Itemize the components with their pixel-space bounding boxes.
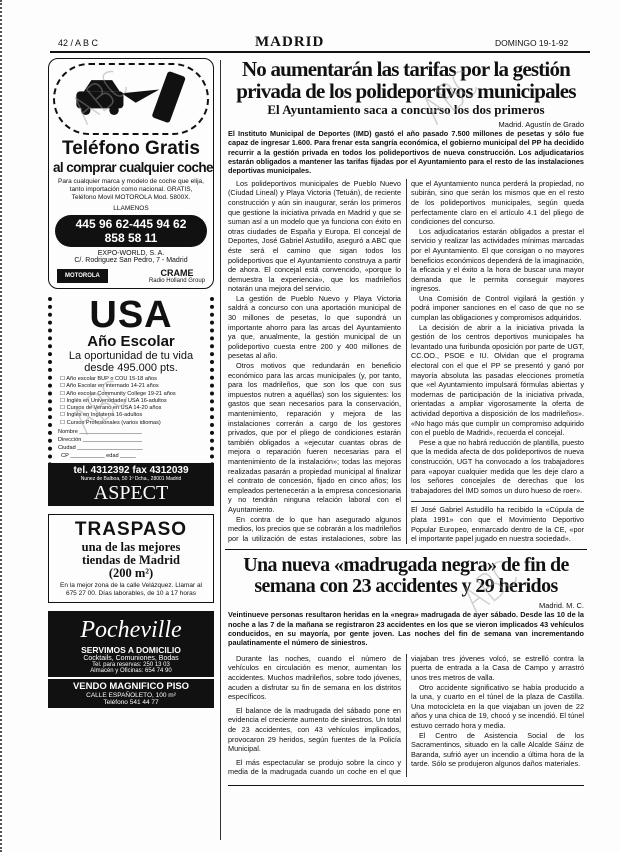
ad-vendo-piso — [48, 679, 214, 708]
ad-line: tiendas de Madrid — [82, 553, 180, 568]
byline: Madrid. M. C. — [538, 601, 584, 611]
section-title: MADRID — [255, 34, 325, 50]
ad-telefono-gratis — [48, 58, 214, 289]
phone-number-2: 858 58 11 — [104, 231, 158, 245]
ad-line: Cocktails, Comuniones, Bodas — [83, 655, 179, 663]
paragraph: Los adjudicatarios estarán obligados a prestar el servicio y realizar las actividades mínimas marcadas por el Ayuntamiento. El que consigan o no mayores beneficios económicos dependerá de la imaginación, la eficacia y el éxito a la hora de buscar una mayor demanda que le permita conseguir mayores ingresos. — [411, 226, 584, 294]
form-field-cp-edad[interactable]: CP ___________ edad _____ — [61, 453, 136, 460]
lede: El Instituto Municipal de Deportes (IMD) gastó el año pasado 7.500 millones de pesetas y sólo fue capaz de ingresar 1.600. Para frenar esta sangría económica, el gobierno municipal del PP ha decidido recurrir a la gestión privada en todos los polideportivos de nueva construcción. Los adjudicatarios estarán obligados a mantener las tarifas fijadas por el Ayuntamiento para el resto de las instalaciones deportivas municipales. — [228, 128, 584, 176]
options-list — [60, 376, 210, 427]
option[interactable]: ☐ Año Escolar en internado 14-21 años — [60, 383, 159, 390]
header-rule — [50, 51, 590, 53]
lede: Veintinueve personas resultaron heridas en la «negra» madrugada de ayer sábado. Desde las 10 de la noche a las 7 de la mañana se registraron 23 accidentes en los que se vieron implicados 43 vehículos conducidos, en su mayoría, por gente joven. Las noches del fin de semana van incrementando paulatinamente el número de siniestros. — [228, 610, 584, 648]
paragraph: El balance de la madrugada del sábado pone en evidencia el creciente aumento de siniestros. Un total de 23 accidentes, con 43 vehículos implicados, provocaron 29 heridos, según fuentes de la Policía Municipal. — [228, 705, 401, 754]
ad-tagline: La oportunidad de tu vida — [68, 350, 194, 362]
ad-title: VENDO MAGNIFICO PISO — [72, 681, 190, 693]
footer-rule — [228, 785, 584, 786]
column-divider — [220, 60, 221, 840]
crame-logo: CRAME — [160, 268, 194, 278]
paragraph: Una Comisión de Control vigilará la gestión y podrá imponer sanciones en el caso de que no se cumplan las obligaciones y compromisos adquiridos. — [411, 293, 584, 323]
option[interactable]: ☐ Inglés en Universidades USA 16-adultos — [60, 397, 167, 404]
paragraph: Otro accidente significativo se había producido a la una, y cuarto en el túnel de la plaza de Castilla. Una motocicleta en la que viajaban un joven de 22 años y una chica de 19, chocó y se incendió. El túnel estuvo cerrado hora y media. — [411, 682, 584, 731]
option[interactable]: ☐ Año escolar Community College 19-21 años — [60, 390, 176, 397]
option[interactable]: ☐ Inglés en Inglaterra 16-adultos — [60, 412, 143, 419]
phone-numbers: 445 96 62-445 94 62 — [75, 217, 187, 231]
paragraph: Pese a que no habrá reducción de plantilla, puesto que la medida afecta de dos polideportivos de nueva construcción, UGT ha convocado a los trabajadores para «apoyar cualquier medida que les deje claro a los señores concejales de derechas que los trabajadores del IMD somos un duro hueso de roer». — [411, 437, 584, 495]
motorola-logo: MOTOROLA — [57, 269, 108, 283]
option[interactable]: ☐ Cursos de Verano en USA 14-20 años — [60, 405, 162, 412]
form-field-ciudad[interactable]: Ciudad _____________________ — [58, 445, 143, 452]
ad-line: Almacén y Oficinas: 654 74 90 — [90, 668, 172, 675]
ad-traspaso — [48, 514, 214, 603]
headline: No aumentarán las tarifas por la gestión privada de los polideportivos municipales — [236, 57, 576, 104]
page-number: 42 / A B C — [58, 38, 99, 48]
form-field-direccion[interactable]: Dirección ___________________ — [58, 437, 142, 444]
ads-column — [48, 58, 214, 708]
headline: Una nueva «madrugada negra» de fin de semana con 23 accidentes y 29 heridos — [243, 554, 569, 598]
paragraph: En contra de lo que han asegurado algunos medios, los precios que se cobrarán a los madrileños por la utilización de estas instalaciones, sobre las que el Ayuntamiento nunca perderá la propiedad, no subirán, sino que serán los mismos que en el resto de los polideportivos municipales, según queda perfectamente claro en el artículo 4.1 del pliego de condiciones del concurso. — [228, 178, 584, 543]
ad-text: En la mejor zona de la calle Velázquez. Llamar al 675 27 00. Días laborables, de 10 a 17 horas — [60, 582, 202, 598]
crame-sub: Radio Holland Group — [148, 278, 205, 284]
byline: Madrid. Agustín de Grado — [498, 119, 584, 129]
paragraph: Durante las noches, cuando el número de vehículos en circulación es menor, aumentan los accidentes. Muchos madrileños, sobre todo jóvenes, acuden a disfrutar su fin de semana en los distritos específicos. — [228, 653, 401, 702]
ad-line: Teléfono 541 44 77 — [103, 699, 159, 707]
option[interactable]: ☐ Año escolar BUP o COU 15-18 años — [60, 376, 157, 382]
ad-line: SERVIMOS A DOMICILIO — [81, 645, 181, 656]
note: El Centro de Asistencia Social de los Sacramentinos, situado en la calle Alcalde Sáinz de Baranda, sufrió ayer un incendio a última hora de la tarde. Sólo se produjeron algunos daños materiales. — [411, 730, 584, 769]
note: El José Gabriel Astudillo ha recibido la «Cúpula de plata 1991» con que el Movimiento Deportivo Popular Europeo, enmarcado dentro de la CE, «por el importante papel jugado en nuestra sociedad». — [411, 501, 584, 543]
issue-date: DOMINGO 19-1-92 — [495, 38, 569, 48]
paragraph: La decisión de abrir a la iniciativa privada la gestión de los centros deportivos municipales ha levantado una furibunda oposición por parte de UGT, CC.OO., PSOE e IU. Olvidan que el programa electoral con el que el PP se presentó y ganó por mayoría absoluta las pasadas elecciones prometía que «el Ayuntamiento impulsará fórmulas abiertas y modernas de participación de la iniciativa privada, orientadas a ampliar vigorosamente la oferta de actividad deportiva a disposición de los madrileños». «No hago más que cumplir un compromiso adquirido con el pueblo de Madrid», recuerda el concejal. — [411, 322, 584, 438]
ad-title: Año Escolar — [87, 333, 175, 350]
article-polideportivos — [228, 58, 584, 544]
ad-line: Tel. para reservas: 250 13 03 — [92, 662, 170, 669]
usa-logo: USA — [89, 294, 173, 336]
ad-price: desde 495.000 pts. — [84, 362, 178, 374]
paragraph: Los polideportivos municipales de Pueblo Nuevo (Ciudad Lineal) y Playa Victoria (Tetuán), de reciente construcción y aún sin inaugurar, serán los primeros que gestione la iniciativa privada en Madrid y que se suman así a un modelo que ya funciona con éxito en otras ciudades de España y Europa. El concejal de Deportes, José Gabriel Astudillo, aseguró a ABC que éste será el camino que sigan todos los polideportivos que el Ayuntamiento construya a partir de ahora. El concejal está convencido, «porque lo demuestra la experiencia», que los madrileños notarán una mejora del servicio. — [228, 178, 401, 294]
ad-address: C/. Rodriguez San Pedro, 7 - Madrid — [74, 257, 188, 264]
ad-phones — [55, 215, 207, 247]
ad-pocheville — [48, 611, 214, 677]
article-divider — [225, 549, 587, 551]
ad-company: EXPO-WORLD, S. A. — [97, 250, 165, 257]
ad-usa-ano-escolar — [48, 294, 214, 506]
car-phone-illustration — [53, 63, 209, 135]
ad-line: (200 m²) — [108, 566, 154, 581]
form-field-nombre[interactable]: Nombre ____________________ — [58, 429, 142, 436]
article-madrugada-negra — [228, 555, 584, 777]
ad-line: CALLE ESPAÑOLETO, 100 m² — [86, 692, 176, 700]
ad-cta: LLAMENOS — [113, 205, 149, 212]
ad-subtitle: al comprar cualquier coche — [53, 160, 213, 175]
ad-title: Teléfono Gratis — [62, 138, 200, 159]
ad-line: una de las mejores — [81, 540, 181, 555]
ad-text: Para cualquier marca y modelo de coche que elija, tanto importación como nacional. GRATIS, Teléfono Movil MOTOROLA Mod. 5800X. — [58, 178, 204, 201]
articles-column — [228, 58, 584, 786]
ad-contact: tel. 4312392 fax 4312039 — [73, 465, 189, 477]
option[interactable]: ☐ Cursos Profesionales (varios idiomas) — [60, 419, 161, 426]
paragraph: La gestión de Pueblo Nuevo y Playa Victoria saldrá a concurso con una aportación municipal de 30 millones de pesetas, lo que supondrá un importante ahorro para las arcas del Ayuntamiento ya que, anualmente, la gestión municipal de un polideportivo cuesta entre 200 y 400 millones de pesetas al año. — [228, 293, 401, 361]
subheadline: El Ayuntamiento saca a concurso los dos primeros — [267, 102, 545, 118]
pocheville-logo: Pocheville — [80, 617, 182, 644]
scan-edge — [0, 0, 4, 852]
paragraph: El más espectacular se produjo sobre la cinco y media de la madrugada cuando un coche en el que viajaban tres jóvenes volcó, se estrelló contra la puerta de entrada a la Casa de Campo y arrastró unos tres metros de valla. — [228, 653, 584, 777]
car-icon — [61, 65, 201, 131]
ad-title: TRASPASO — [74, 519, 188, 541]
aspect-logo: ASPECT — [93, 482, 169, 505]
paragraph: Otros motivos que redundarán en beneficio económico para las arcas municipales (y, por tanto, para los madrileños, que son los que con sus impuestos nutren a aquéllas) son los siguientes: los gastos que sean necesarios para la conservación, mantenimiento, reparación y mejora de las instalaciones correrán a cargo de los gestores privados, que por el pliego de condiciones estarán también obligados a «ejecutar cuantas obras de mejora o reparación fueren necesarias para el mantenimiento de la instalación»; todas las mejoras realizadas pasarán a propiedad municipal al finalizar el contrato de concesión, fijado en cinco años; los empleados pertenecerán a la empresa concesionaria y no tendrán ninguna relación laboral con el Ayuntamiento. — [228, 361, 401, 514]
ad-address: Nunez de Balboa, 50 1º Dcha., 28001 Madrid — [80, 476, 182, 483]
aspect-contact-block — [48, 463, 214, 506]
